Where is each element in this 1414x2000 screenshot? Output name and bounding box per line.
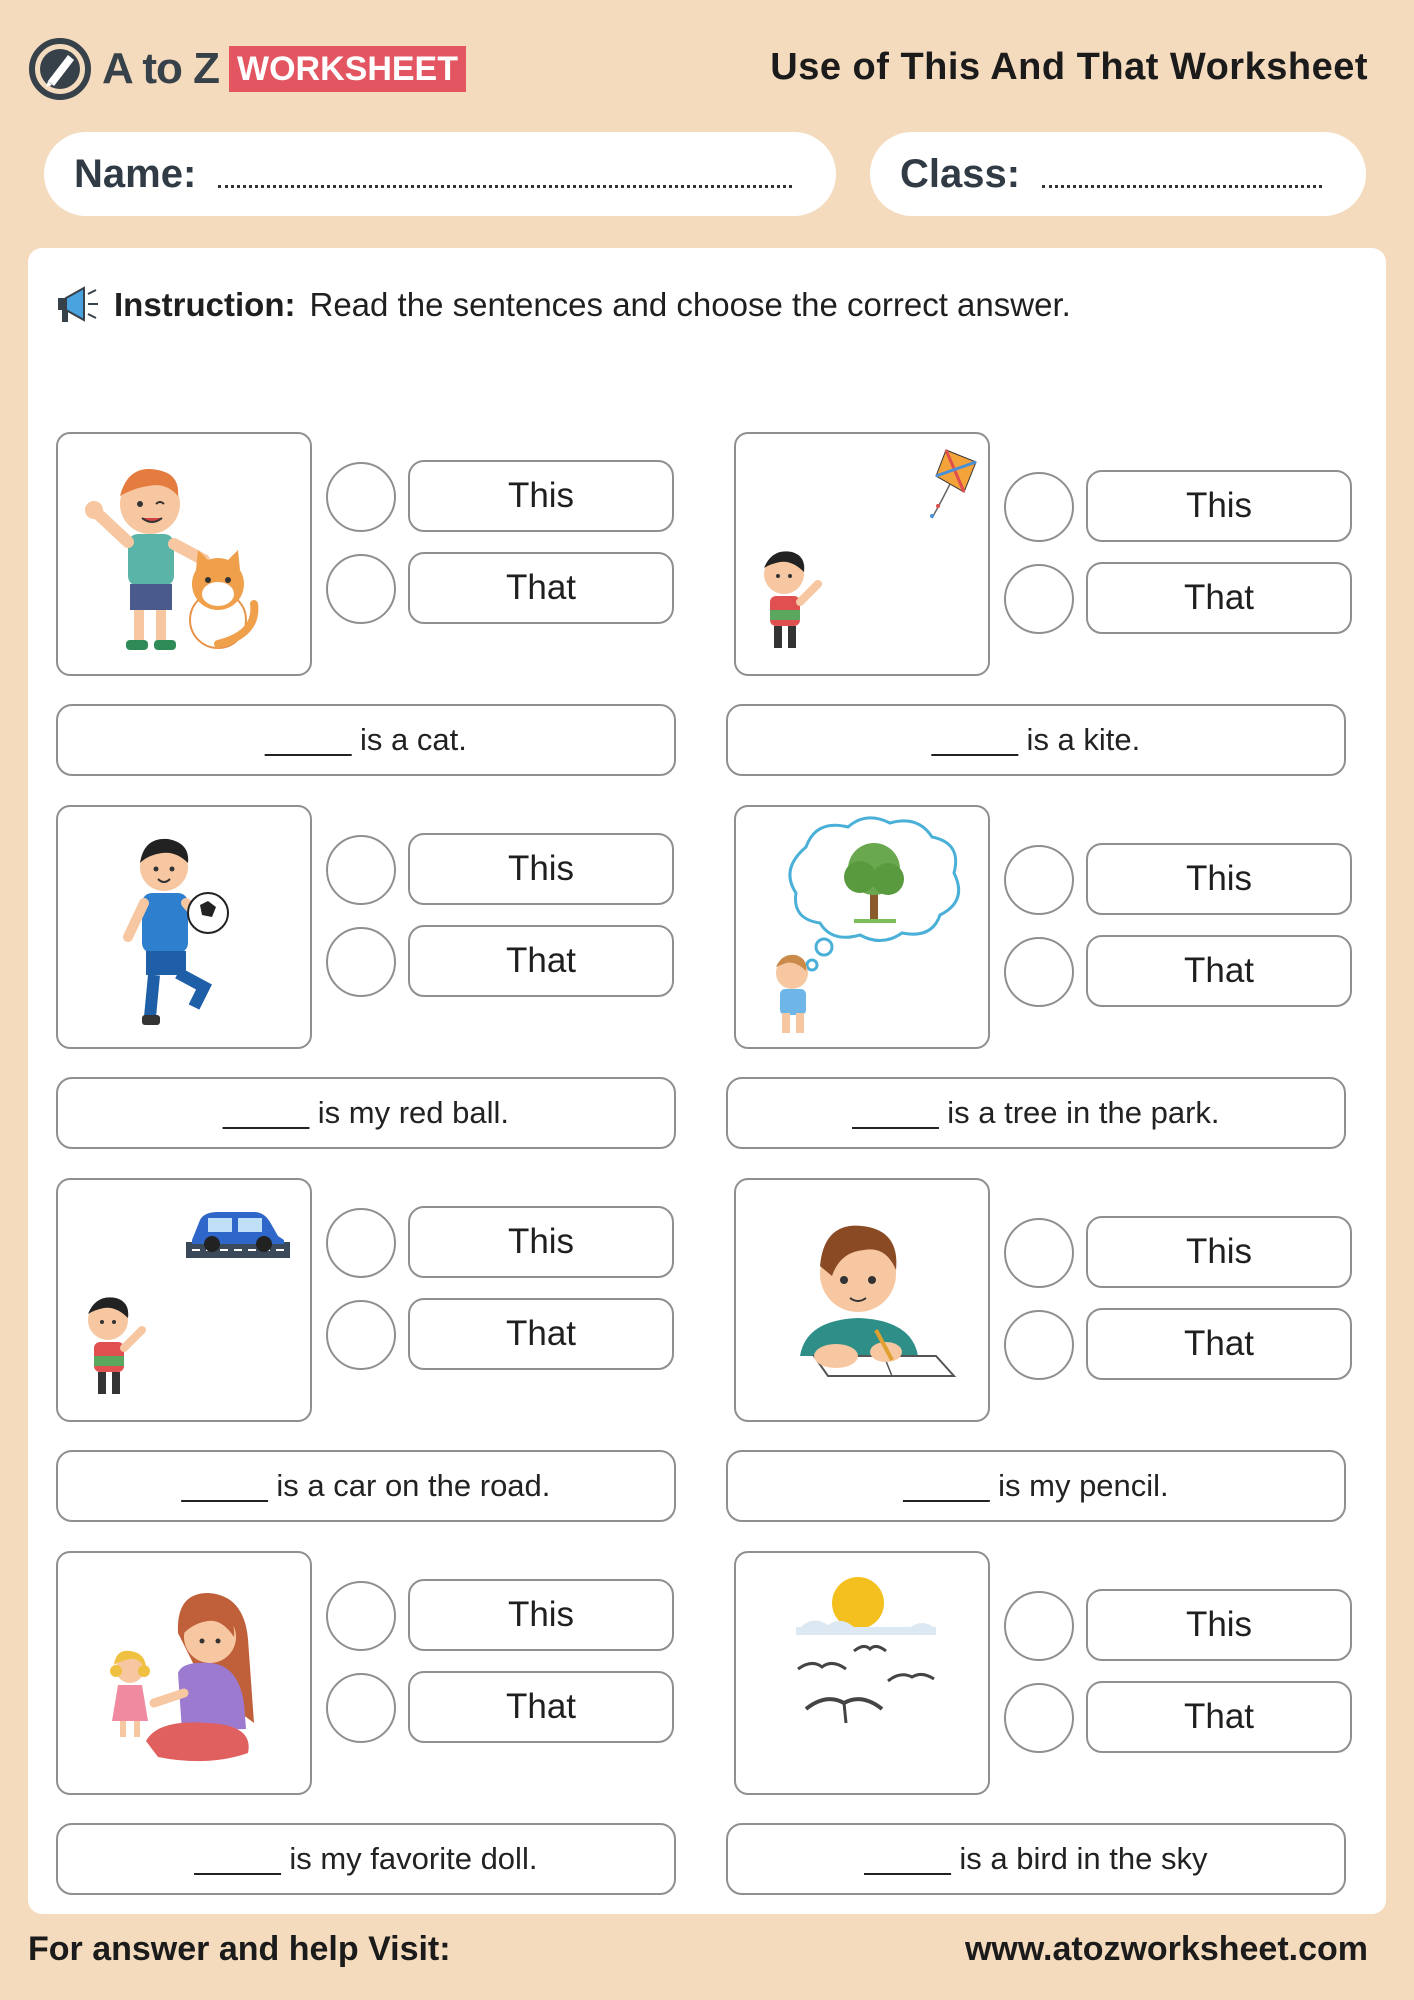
page-title: Use of This And That Worksheet — [770, 46, 1368, 88]
option-that-button[interactable]: That — [1086, 1681, 1352, 1753]
class-label: Class: — [900, 151, 1021, 196]
footer-website-link[interactable]: www.atozworksheet.com — [964, 1930, 1368, 1968]
picture-birds-and-sun — [734, 1551, 990, 1795]
option-this-button[interactable]: This — [408, 460, 674, 532]
option-this-button[interactable]: This — [408, 1579, 674, 1651]
radio-option-this[interactable] — [1004, 1218, 1074, 1288]
radio-option-that[interactable] — [1004, 564, 1074, 634]
sentence-box: _____ is a kite. — [726, 704, 1346, 776]
radio-option-that[interactable] — [326, 1300, 396, 1370]
picture-girl-with-doll — [56, 1551, 312, 1795]
picture-boy-with-cat — [56, 432, 312, 676]
sentence-box: _____ is a bird in the sky — [726, 1823, 1346, 1895]
option-that-button[interactable]: That — [408, 1298, 674, 1370]
logo-pencil-icon — [28, 37, 92, 101]
footer-help-text: For answer and help Visit: — [28, 1930, 451, 1968]
option-this-button[interactable]: This — [1086, 1589, 1352, 1661]
question-1 — [56, 432, 716, 804]
sentence-box: _____ is my red ball. — [56, 1077, 676, 1149]
question-2 — [734, 432, 1394, 804]
option-that-button[interactable]: That — [408, 552, 674, 624]
brand-logo — [28, 36, 466, 102]
radio-option-that[interactable] — [1004, 1310, 1074, 1380]
picture-boy-and-kite — [734, 432, 990, 676]
question-4 — [734, 805, 1394, 1177]
logo-text-az: A to Z — [102, 44, 219, 93]
option-this-button[interactable]: This — [1086, 1216, 1352, 1288]
sentence-box: _____ is my favorite doll. — [56, 1823, 676, 1895]
option-this-button[interactable]: This — [1086, 470, 1352, 542]
picture-boy-with-ball — [56, 805, 312, 1049]
option-this-button[interactable]: This — [1086, 843, 1352, 915]
question-3 — [56, 805, 716, 1177]
radio-option-that[interactable] — [326, 554, 396, 624]
worksheet-panel — [28, 248, 1386, 1914]
radio-option-this[interactable] — [326, 1208, 396, 1278]
instruction-label: Instruction: — [114, 286, 296, 323]
radio-option-this[interactable] — [326, 835, 396, 905]
radio-option-that[interactable] — [326, 927, 396, 997]
option-this-button[interactable]: This — [408, 833, 674, 905]
radio-option-that[interactable] — [1004, 1683, 1074, 1753]
sentence-box: _____ is a cat. — [56, 704, 676, 776]
picture-boy-and-car — [56, 1178, 312, 1422]
class-input-line[interactable] — [1042, 160, 1322, 188]
radio-option-this[interactable] — [1004, 1591, 1074, 1661]
sentence-box: _____ is my pencil. — [726, 1450, 1346, 1522]
class-field — [870, 132, 1366, 216]
instruction — [54, 284, 1071, 326]
question-7 — [56, 1551, 716, 1923]
sentence-box: _____ is a car on the road. — [56, 1450, 676, 1522]
option-that-button[interactable]: That — [1086, 1308, 1352, 1380]
radio-option-this[interactable] — [326, 1581, 396, 1651]
radio-option-this[interactable] — [1004, 472, 1074, 542]
picture-boy-thinking-tree — [734, 805, 990, 1049]
radio-option-that[interactable] — [1004, 937, 1074, 1007]
name-label: Name: — [74, 151, 197, 196]
option-that-button[interactable]: That — [1086, 562, 1352, 634]
name-field — [44, 132, 836, 216]
radio-option-this[interactable] — [326, 462, 396, 532]
radio-option-this[interactable] — [1004, 845, 1074, 915]
instruction-text: Read the sentences and choose the correct answer. — [309, 286, 1071, 323]
option-that-button[interactable]: That — [408, 1671, 674, 1743]
logo-text-worksheet: WORKSHEET — [229, 46, 466, 92]
question-5 — [56, 1178, 716, 1550]
picture-boy-writing — [734, 1178, 990, 1422]
sentence-box: _____ is a tree in the park. — [726, 1077, 1346, 1149]
option-that-button[interactable]: That — [408, 925, 674, 997]
name-input-line[interactable] — [218, 160, 792, 188]
question-8 — [734, 1551, 1394, 1923]
radio-option-that[interactable] — [326, 1673, 396, 1743]
megaphone-icon — [54, 284, 102, 326]
option-that-button[interactable]: That — [1086, 935, 1352, 1007]
question-6 — [734, 1178, 1394, 1550]
option-this-button[interactable]: This — [408, 1206, 674, 1278]
